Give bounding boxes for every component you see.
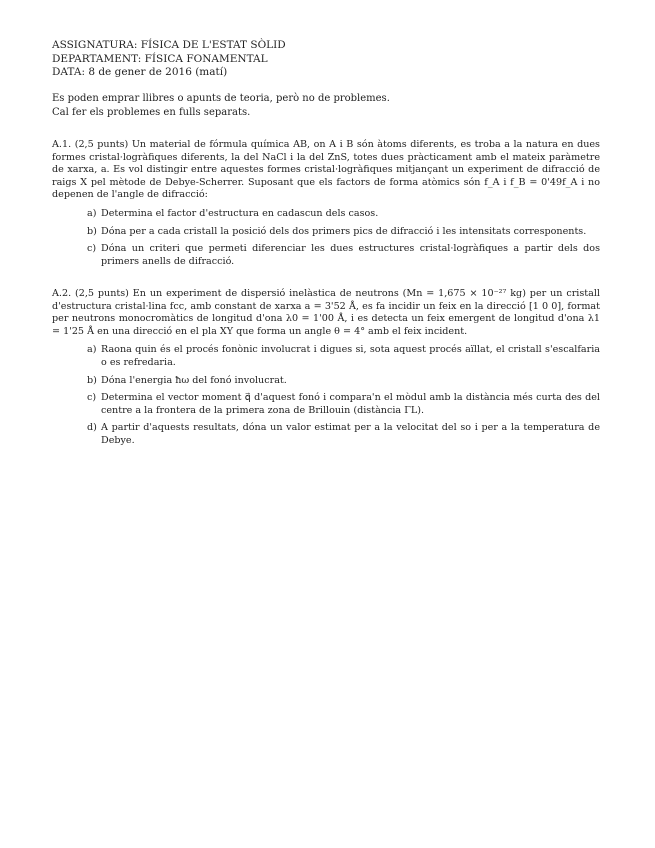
sub-question: [52, 226, 600, 239]
problem-a1: [52, 139, 600, 273]
sub-question-label: b): [87, 225, 97, 237]
sub-question: [52, 243, 600, 268]
sub-question-list: [52, 344, 600, 447]
sub-question-label: a): [87, 207, 97, 219]
sub-question: [52, 375, 600, 388]
sub-question-text: A partir d'aquests resultats, dóna un valor estimat per a la velocitat del so i per a la temperatura de Debye.: [101, 422, 600, 446]
problem-statement: [52, 139, 600, 202]
instructions: [52, 92, 390, 119]
problem-id: A.1.: [52, 139, 72, 150]
sub-question-text: Dóna un criteri que permeti diferenciar les dues estructures cristal·logràfiques a partir dels dos primers anells de difracció.: [101, 243, 600, 267]
problem-id: A.2.: [52, 288, 72, 299]
sub-question: [52, 208, 600, 221]
problem-text: (2,5 punts) Un material de fórmula química AB, on A i B són àtoms diferents, es troba a la natura en dues formes cristal·logràfiques diferents, la del NaCl i la del ZnS, totes dues pràcticament amb el mateix paràmetre de xarxa, a. Es vol distingir entre aquestes formes cristal·logràfiques mitjançant un experiment de difracció de raigs X pel mètode de Debye-Scherrer. Suposant que els factors de forma atòmics són f_A i f_B = 0'49f_A i no depenen de l'angle de difracció:: [52, 139, 600, 201]
department-line: DEPARTAMENT: FÍSICA FONAMENTAL: [52, 52, 268, 65]
problem-text: (2,5 punts) En un experiment de dispersió inelàstica de neutrons (Mn = 1,675 × 10⁻²⁷ kg) per un cristall d'estructura cristal·lina fcc, amb constant de xarxa a = 3'52 Å, es fa incidir un feix en la direcció [1 0 0], format per neutrons monocromàtics de longitud d'ona λ0 = 1'00 Å, i es detecta un feix emergent de longitud d'ona λ1 = 1'25 Å en una direcció en el pla XY que forma un angle θ = 4° amb el feix incident.: [52, 288, 600, 337]
problem-a2: [52, 288, 600, 453]
sub-question-label: a): [87, 344, 97, 356]
subject-line: ASSIGNATURA: FÍSICA DE L'ESTAT SÒLID: [52, 39, 286, 51]
sub-question: [52, 392, 600, 417]
sub-question-text: Determina el vector moment q⃗ d'aquest fonó i compara'n el mòdul amb la distància més curta des del centre a la frontera de la primera zona de Brillouin (distància ΓL).: [101, 392, 600, 416]
problem-statement: [52, 288, 600, 338]
sub-question-text: Dóna per a cada cristall la posició dels dos primers pics de difracció i les intensitats corresponents.: [101, 225, 587, 237]
sub-question-text: Dóna l'energia ħω del fonó involucrat.: [101, 374, 287, 386]
sub-question-list: [52, 208, 600, 268]
sub-question-label: c): [87, 243, 97, 255]
sub-question-label: d): [87, 422, 97, 434]
instruction-line-2: Cal fer els problemes en fulls separats.: [52, 106, 251, 118]
sub-question-text: Raona quin és el procés fonònic involucrat i digues si, sota aquest procés aïllat, el cristall s'escalfaria o es refredaria.: [101, 344, 600, 368]
sub-question: [52, 422, 600, 447]
date-line: DATA: 8 de gener de 2016 (matí): [52, 66, 228, 78]
sub-question-label: b): [87, 374, 97, 386]
sub-question-text: Determina el factor d'estructura en cadascun dels casos.: [101, 207, 379, 219]
sub-question-label: c): [87, 392, 97, 404]
exam-header: [52, 39, 286, 80]
sub-question: [52, 344, 600, 369]
instruction-line-1: Es poden emprar llibres o apunts de teoria, però no de problemes.: [52, 93, 390, 104]
